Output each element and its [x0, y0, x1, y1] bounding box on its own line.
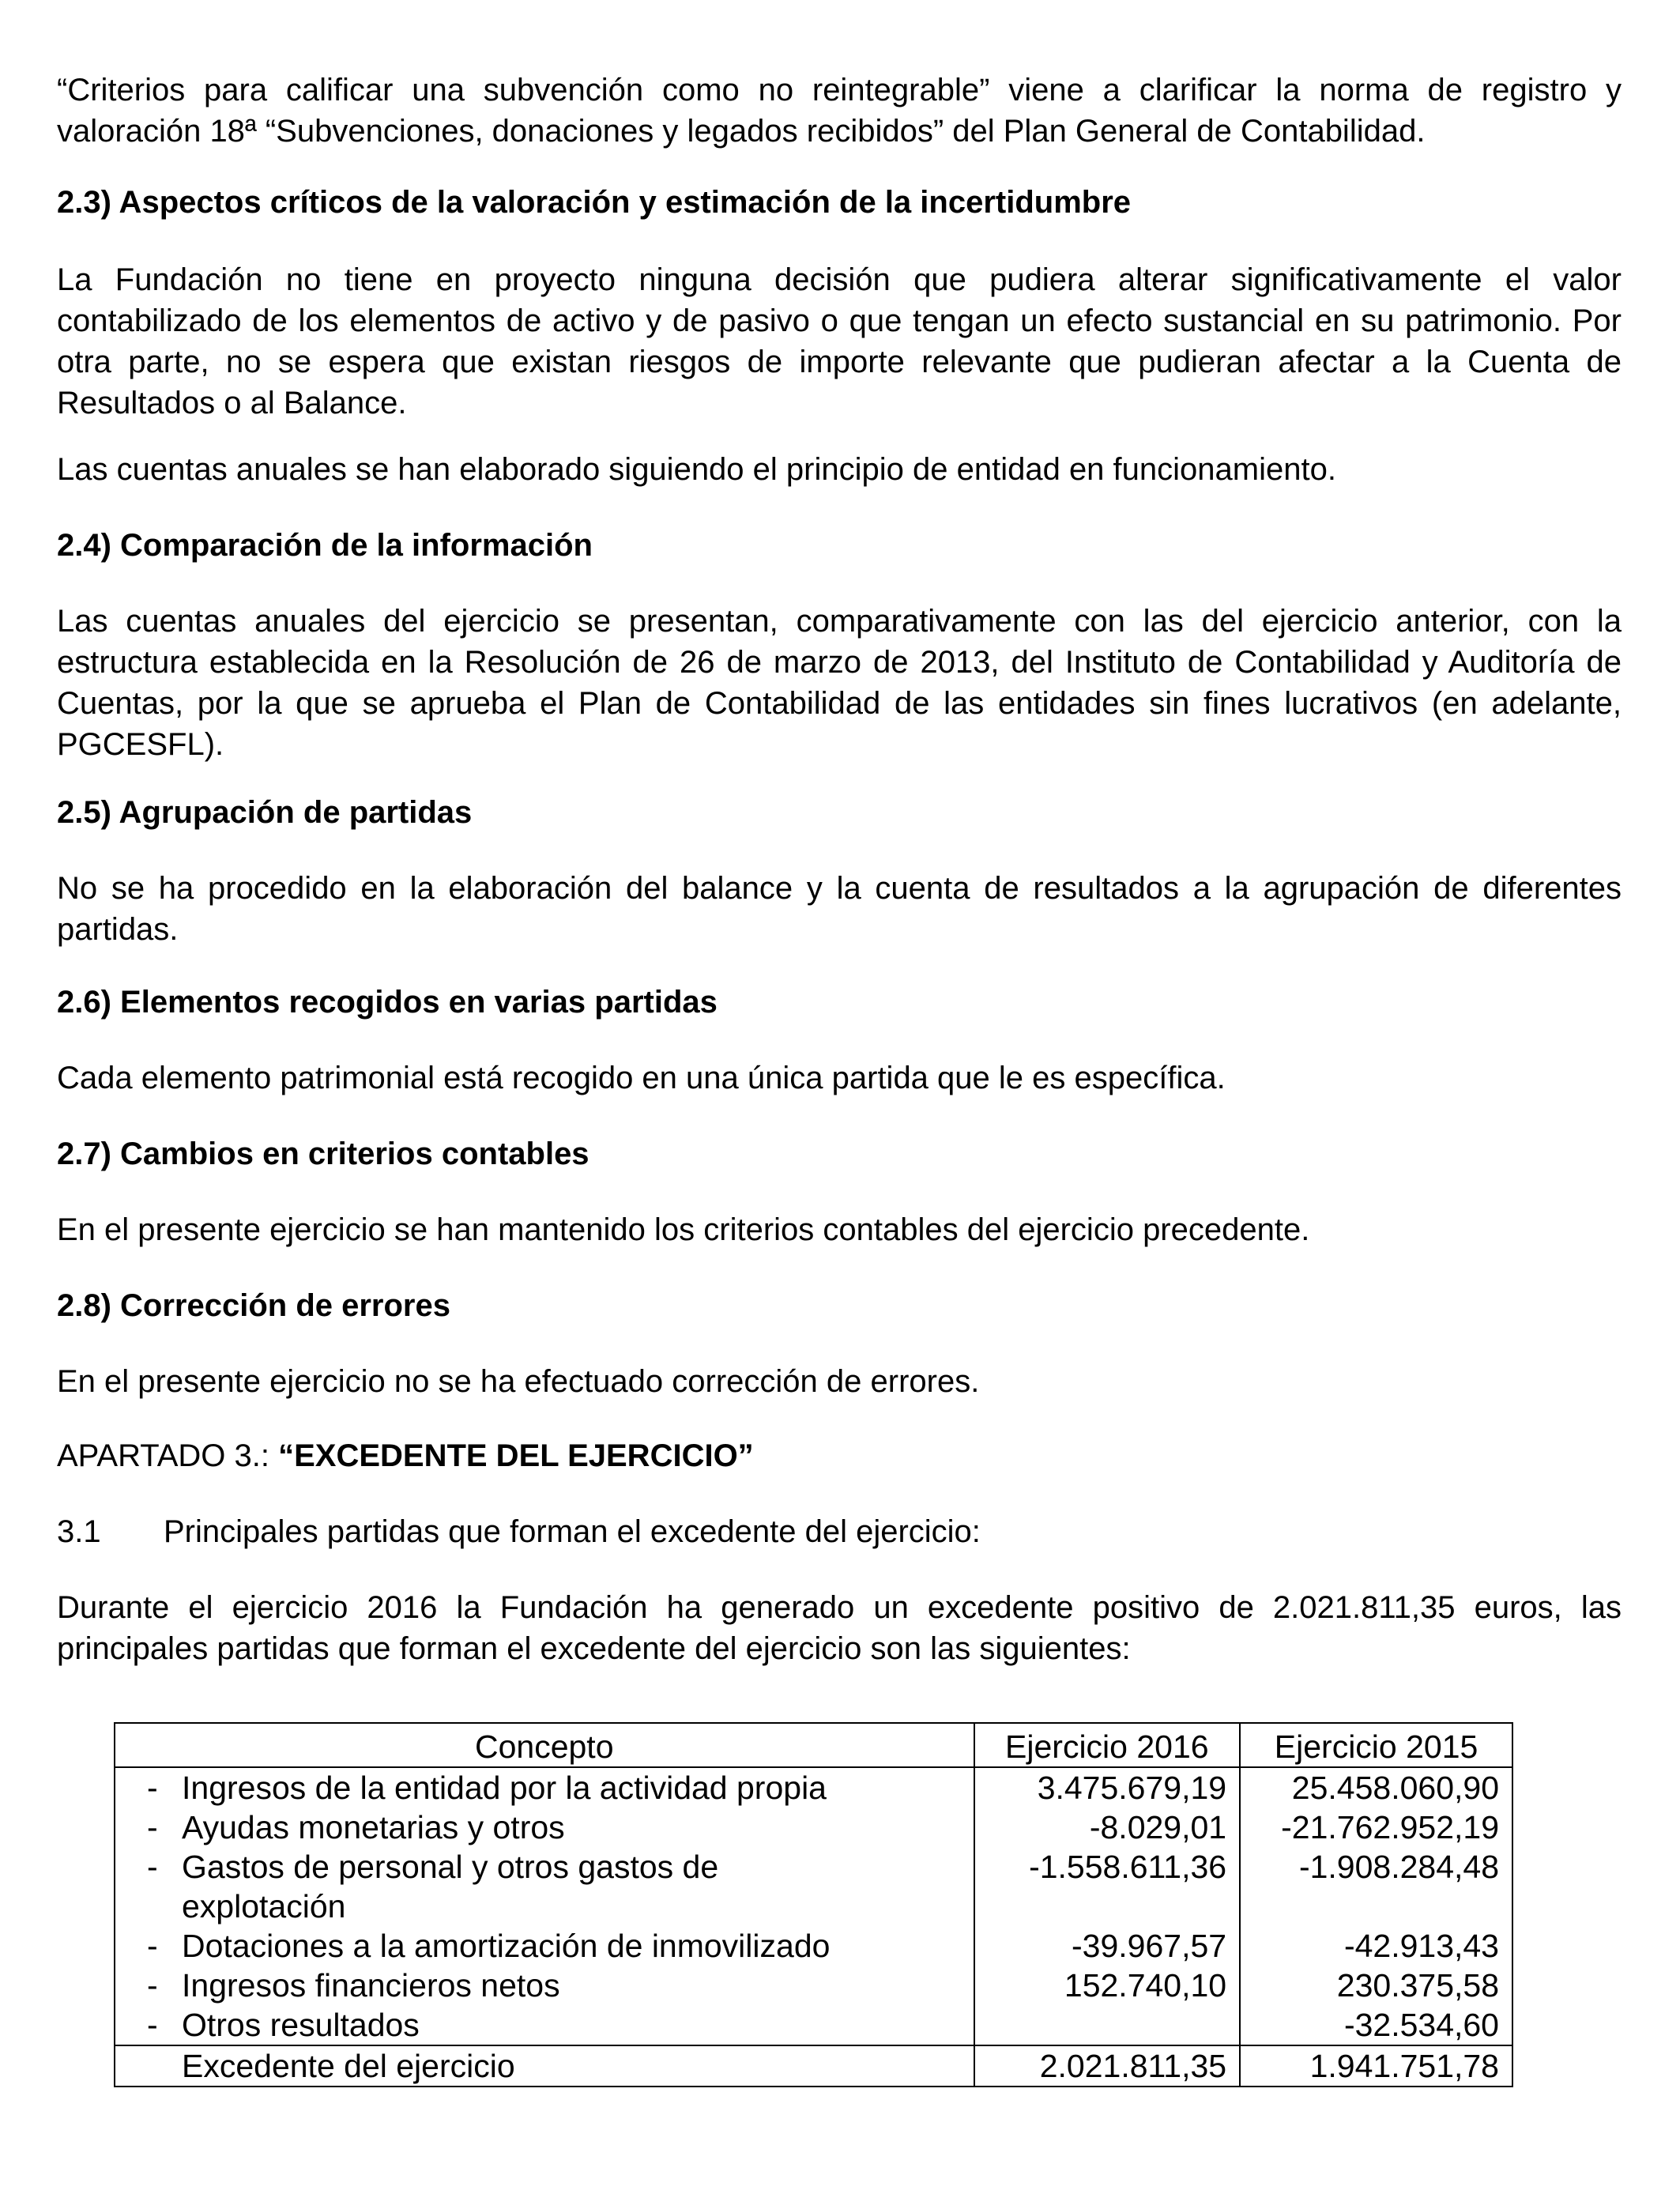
section-3-1-number: 3.1 [57, 1514, 101, 1549]
row-dash: - [147, 1809, 158, 1845]
total-value-2015: 1.941.751,78 [1240, 2045, 1512, 2087]
row-label: Ingresos de la entidad por la actividad propia [182, 1770, 827, 1806]
row-concept [115, 1847, 974, 1926]
paragraph-2-6: Cada elemento patrimonial está recogido en una única partida que le es específica. [57, 1061, 1226, 1095]
table-header-row [115, 1723, 1512, 1767]
heading-2-4: 2.4) Comparación de la información [57, 528, 593, 563]
row-value-2015: -42.913,43 [1240, 1926, 1512, 1966]
row-label: Gastos de personal y otros gastos de explotación [182, 1849, 719, 1924]
table-row [115, 1966, 1512, 2005]
paragraph-2-4: Las cuentas anuales del ejercicio se presentan, comparativamente con las del ejercicio anterior, con la estructura establecida en la Resolución de 26 de marzo de 2013, del Instituto de Contabilidad y Auditoría de Cuentas, por la que se aprueba el Plan de Contabilidad de las entidades sin fines lucrativos (en adelante, PGCESFL). [57, 604, 1622, 762]
row-value-2015: -21.762.952,19 [1240, 1808, 1512, 1847]
row-dash: - [147, 1928, 158, 1964]
heading-2-6: 2.6) Elementos recogidos en varias partidas [57, 985, 718, 1020]
row-value-2015: 230.375,58 [1240, 1966, 1512, 2005]
table-row [115, 1847, 1512, 1926]
row-value-2015: 25.458.060,90 [1240, 1767, 1512, 1808]
row-label: Dotaciones a la amortización de inmovilizado [182, 1928, 831, 1964]
paragraph-2-3-b: Las cuentas anuales se han elaborado siguiendo el principio de entidad en funcionamiento. [57, 452, 1336, 487]
paragraph-2-3-a: La Fundación no tiene en proyecto ninguna decisión que pudiera alterar significativamente el valor contabilizado de los elementos de activo y de pasivo o que tengan un efecto sustancial en su patrimonio. Por otra parte, no se espera que existan riesgos de importe relevante que pudieran afectar a la Cuenta de Resultados o al Balance. [57, 262, 1622, 420]
row-dash: - [147, 1967, 158, 2004]
table-row [115, 1926, 1512, 1966]
heading-2-8: 2.8) Corrección de errores [57, 1288, 450, 1323]
total-value-2016: 2.021.811,35 [974, 2045, 1241, 2087]
row-dash: - [147, 2007, 158, 2043]
row-concept [115, 1767, 974, 1808]
row-dash: - [147, 1849, 158, 1885]
row-value-2016: 152.740,10 [974, 1966, 1241, 2005]
paragraph-2-5: No se ha procedido en la elaboración del balance y la cuenta de resultados a la agrupación de diferentes partidas. [57, 871, 1622, 947]
row-value-2015: -32.534,60 [1240, 2005, 1512, 2045]
row-label: Otros resultados [182, 2007, 420, 2043]
paragraph-2-7: En el presente ejercicio se han mantenido los criterios contables del ejercicio precedente. [57, 1212, 1310, 1247]
row-value-2016: -8.029,01 [974, 1808, 1241, 1847]
row-value-2016: -39.967,57 [974, 1926, 1241, 1966]
row-dash: - [147, 1770, 158, 1806]
intro-paragraph: “Criterios para calificar una subvención como no reintegrable” viene a clarificar la norma de registro y valoración 18ª “Subvenciones, donaciones y legados recibidos” del Plan General de Contabilidad. [57, 73, 1622, 149]
row-value-2016: -1.558.611,36 [974, 1847, 1241, 1926]
header-ejercicio-2015: Ejercicio 2015 [1240, 1723, 1512, 1767]
excedente-table [114, 1722, 1513, 2087]
total-concept: Excedente del ejercicio [115, 2045, 974, 2087]
row-label: Ayudas monetarias y otros [182, 1809, 565, 1845]
table-row [115, 1767, 1512, 1808]
row-concept [115, 1926, 974, 1966]
row-label: Ingresos financieros netos [182, 1967, 560, 2004]
table-total-row [115, 2045, 1512, 2087]
paragraph-3-1: Durante el ejercicio 2016 la Fundación ha generado un excedente positivo de 2.021.811,35 euros, las principales partidas que forman el excedente del ejercicio son las siguientes: [57, 1590, 1622, 1666]
row-concept [115, 2005, 974, 2045]
table-row [115, 1808, 1512, 1847]
apartado-title: “EXCEDENTE DEL EJERCICIO” [278, 1438, 754, 1473]
table-row [115, 2005, 1512, 2045]
section-3-1-heading [57, 1511, 981, 1552]
heading-2-3: 2.3) Aspectos críticos de la valoración y estimación de la incertidumbre [57, 185, 1132, 220]
row-concept [115, 1966, 974, 2005]
paragraph-2-8: En el presente ejercicio no se ha efectuado corrección de errores. [57, 1364, 980, 1399]
header-ejercicio-2016: Ejercicio 2016 [974, 1723, 1241, 1767]
header-concepto: Concepto [115, 1723, 974, 1767]
heading-2-5: 2.5) Agrupación de partidas [57, 795, 473, 830]
apartado-prefix: APARTADO 3.: [57, 1438, 279, 1473]
row-concept [115, 1808, 974, 1847]
section-3-1-title: Principales partidas que forman el excedente del ejercicio: [164, 1514, 981, 1549]
row-value-2015: -1.908.284,48 [1240, 1847, 1512, 1926]
row-value-2016: 3.475.679,19 [974, 1767, 1241, 1808]
row-value-2016 [974, 2005, 1241, 2045]
apartado-3-heading [57, 1435, 754, 1476]
heading-2-7: 2.7) Cambios en criterios contables [57, 1137, 590, 1171]
